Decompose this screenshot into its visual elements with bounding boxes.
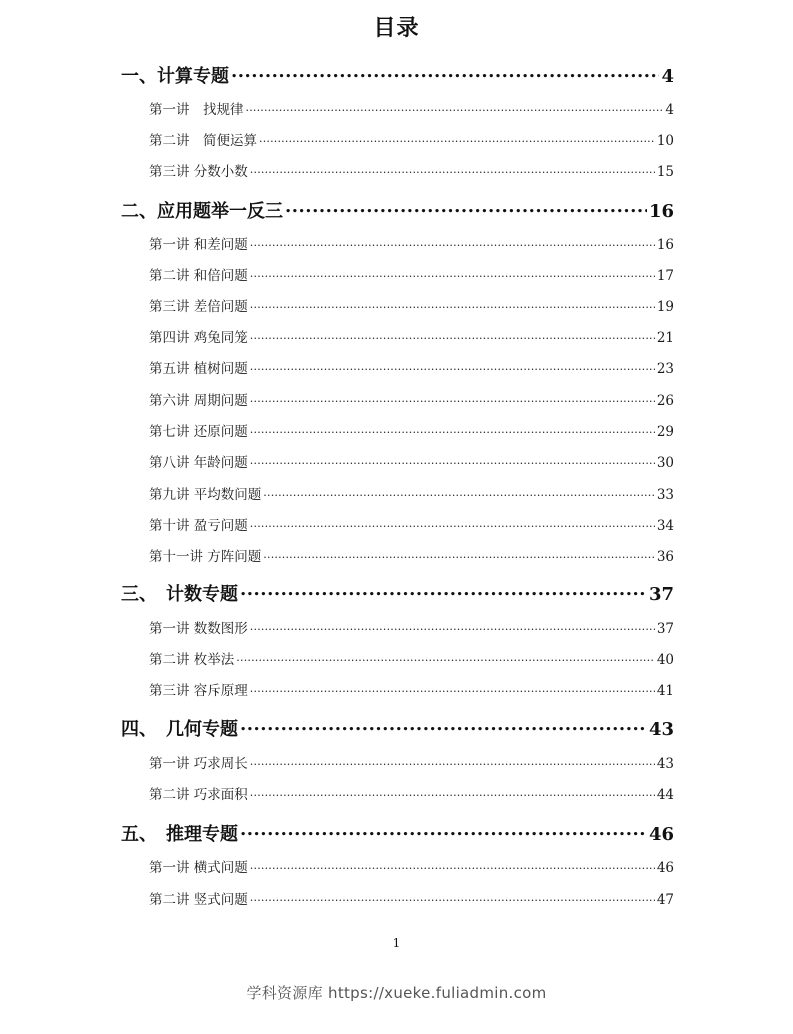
lesson-page-number: 37	[656, 621, 674, 637]
lesson-label: 第二讲 竖式问题	[149, 892, 248, 908]
toc-section-calculation[interactable]	[121, 62, 674, 90]
section-page-number: 4	[661, 66, 674, 87]
dot-leader	[250, 454, 655, 468]
toc-lesson-item[interactable]	[149, 514, 674, 536]
section-label: 二、应用题举一反三	[121, 201, 283, 222]
dot-leader	[236, 651, 655, 665]
dot-leader	[263, 486, 655, 500]
toc-lesson-item[interactable]	[149, 233, 674, 255]
section-label: 一、计算专题	[121, 66, 229, 87]
toc-lesson-item[interactable]	[149, 483, 674, 505]
dot-leader	[250, 329, 655, 343]
toc-lesson-item[interactable]	[149, 357, 674, 379]
lesson-page-number: 34	[656, 518, 674, 534]
lesson-label: 第三讲 容斥原理	[149, 683, 248, 699]
lesson-label: 第四讲 鸡兔同笼	[149, 330, 248, 346]
lesson-label: 第二讲 巧求面积	[149, 787, 248, 803]
dot-leader	[250, 423, 655, 437]
lesson-label: 第二讲 枚举法	[149, 652, 235, 668]
page-number: 1	[392, 936, 401, 950]
lesson-label: 第一讲 找规律	[149, 102, 244, 118]
lesson-page-number: 17	[656, 268, 674, 284]
toc-lesson-item[interactable]	[149, 752, 674, 774]
lesson-page-number: 4	[665, 102, 674, 118]
toc-lesson-item[interactable]	[149, 679, 674, 701]
lesson-page-number: 21	[656, 330, 674, 346]
lesson-label: 第六讲 周期问题	[149, 393, 248, 409]
section-label: 五、 推理专题	[121, 824, 238, 845]
lesson-page-number: 36	[656, 549, 674, 565]
lesson-page-number: 26	[656, 393, 674, 409]
watermark-text: 学科资源库 https://xueke.fuliadmin.com	[246, 984, 547, 1002]
dot-leader	[285, 199, 647, 217]
dot-leader	[250, 236, 655, 250]
toc-section-reasoning[interactable]	[121, 820, 674, 848]
lesson-page-number: 43	[656, 756, 674, 772]
lesson-label: 第十讲 盈亏问题	[149, 518, 248, 534]
dot-leader	[250, 682, 655, 696]
lesson-page-number: 10	[656, 133, 674, 149]
dot-leader	[250, 859, 655, 873]
section-page-number: 37	[648, 584, 674, 605]
lesson-label: 第八讲 年龄问题	[149, 455, 248, 471]
toc-lesson-item[interactable]	[149, 783, 674, 805]
dot-leader	[250, 298, 655, 312]
dot-leader	[240, 717, 647, 735]
lesson-page-number: 33	[656, 487, 674, 503]
lesson-label: 第二讲 和倍问题	[149, 268, 248, 284]
lesson-label: 第三讲 分数小数	[149, 164, 248, 180]
toc-lesson-item[interactable]	[149, 888, 674, 910]
lesson-label: 第一讲 巧求周长	[149, 756, 248, 772]
toc-lesson-item[interactable]	[149, 617, 674, 639]
dot-leader	[250, 786, 655, 800]
dot-leader	[250, 163, 655, 177]
toc-title: 目录	[373, 16, 420, 41]
dot-leader	[250, 517, 655, 531]
lesson-page-number: 41	[656, 683, 674, 699]
section-page-number: 16	[648, 201, 674, 222]
dot-leader	[246, 101, 664, 115]
dot-leader	[250, 392, 655, 406]
toc-lesson-item[interactable]	[149, 648, 674, 670]
lesson-page-number: 30	[656, 455, 674, 471]
lesson-label: 第九讲 平均数问题	[149, 487, 262, 503]
toc-lesson-item[interactable]	[149, 129, 674, 151]
lesson-label: 第一讲 和差问题	[149, 237, 248, 253]
dot-leader	[259, 132, 655, 146]
lesson-label: 第五讲 植树问题	[149, 361, 248, 377]
toc-lesson-item[interactable]	[149, 326, 674, 348]
toc-lesson-item[interactable]	[149, 451, 674, 473]
section-label: 四、 几何专题	[121, 719, 238, 740]
section-page-number: 46	[648, 824, 674, 845]
toc-lesson-item[interactable]	[149, 98, 674, 120]
toc-lesson-item[interactable]	[149, 856, 674, 878]
lesson-page-number: 46	[656, 860, 674, 876]
toc-lesson-item[interactable]	[149, 295, 674, 317]
lesson-page-number: 15	[656, 164, 674, 180]
toc-lesson-item[interactable]	[149, 264, 674, 286]
toc-section-word-problems[interactable]	[121, 197, 674, 225]
dot-leader	[250, 755, 655, 769]
lesson-label: 第一讲 横式问题	[149, 860, 248, 876]
lesson-page-number: 23	[656, 361, 674, 377]
dot-leader	[250, 620, 655, 634]
toc-lesson-item[interactable]	[149, 160, 674, 182]
toc-lesson-item[interactable]	[149, 420, 674, 442]
toc-lesson-item[interactable]	[149, 545, 674, 567]
lesson-label: 第十一讲 方阵问题	[149, 549, 262, 565]
lesson-page-number: 47	[656, 892, 674, 908]
lesson-page-number: 16	[656, 237, 674, 253]
lesson-page-number: 19	[656, 299, 674, 315]
dot-leader	[250, 267, 655, 281]
section-page-number: 43	[648, 719, 674, 740]
toc-section-counting[interactable]	[121, 580, 674, 608]
lesson-page-number: 29	[656, 424, 674, 440]
lesson-label: 第二讲 简便运算	[149, 133, 257, 149]
toc-lesson-item[interactable]	[149, 389, 674, 411]
toc-section-geometry[interactable]	[121, 715, 674, 743]
lesson-page-number: 44	[656, 787, 674, 803]
lesson-label: 第七讲 还原问题	[149, 424, 248, 440]
dot-leader	[263, 548, 655, 562]
lesson-label: 第一讲 数数图形	[149, 621, 248, 637]
dot-leader	[250, 891, 655, 905]
dot-leader	[240, 582, 647, 600]
lesson-label: 第三讲 差倍问题	[149, 299, 248, 315]
dot-leader	[231, 64, 659, 82]
dot-leader	[250, 360, 655, 374]
dot-leader	[240, 822, 647, 840]
lesson-page-number: 40	[656, 652, 674, 668]
section-label: 三、 计数专题	[121, 584, 238, 605]
